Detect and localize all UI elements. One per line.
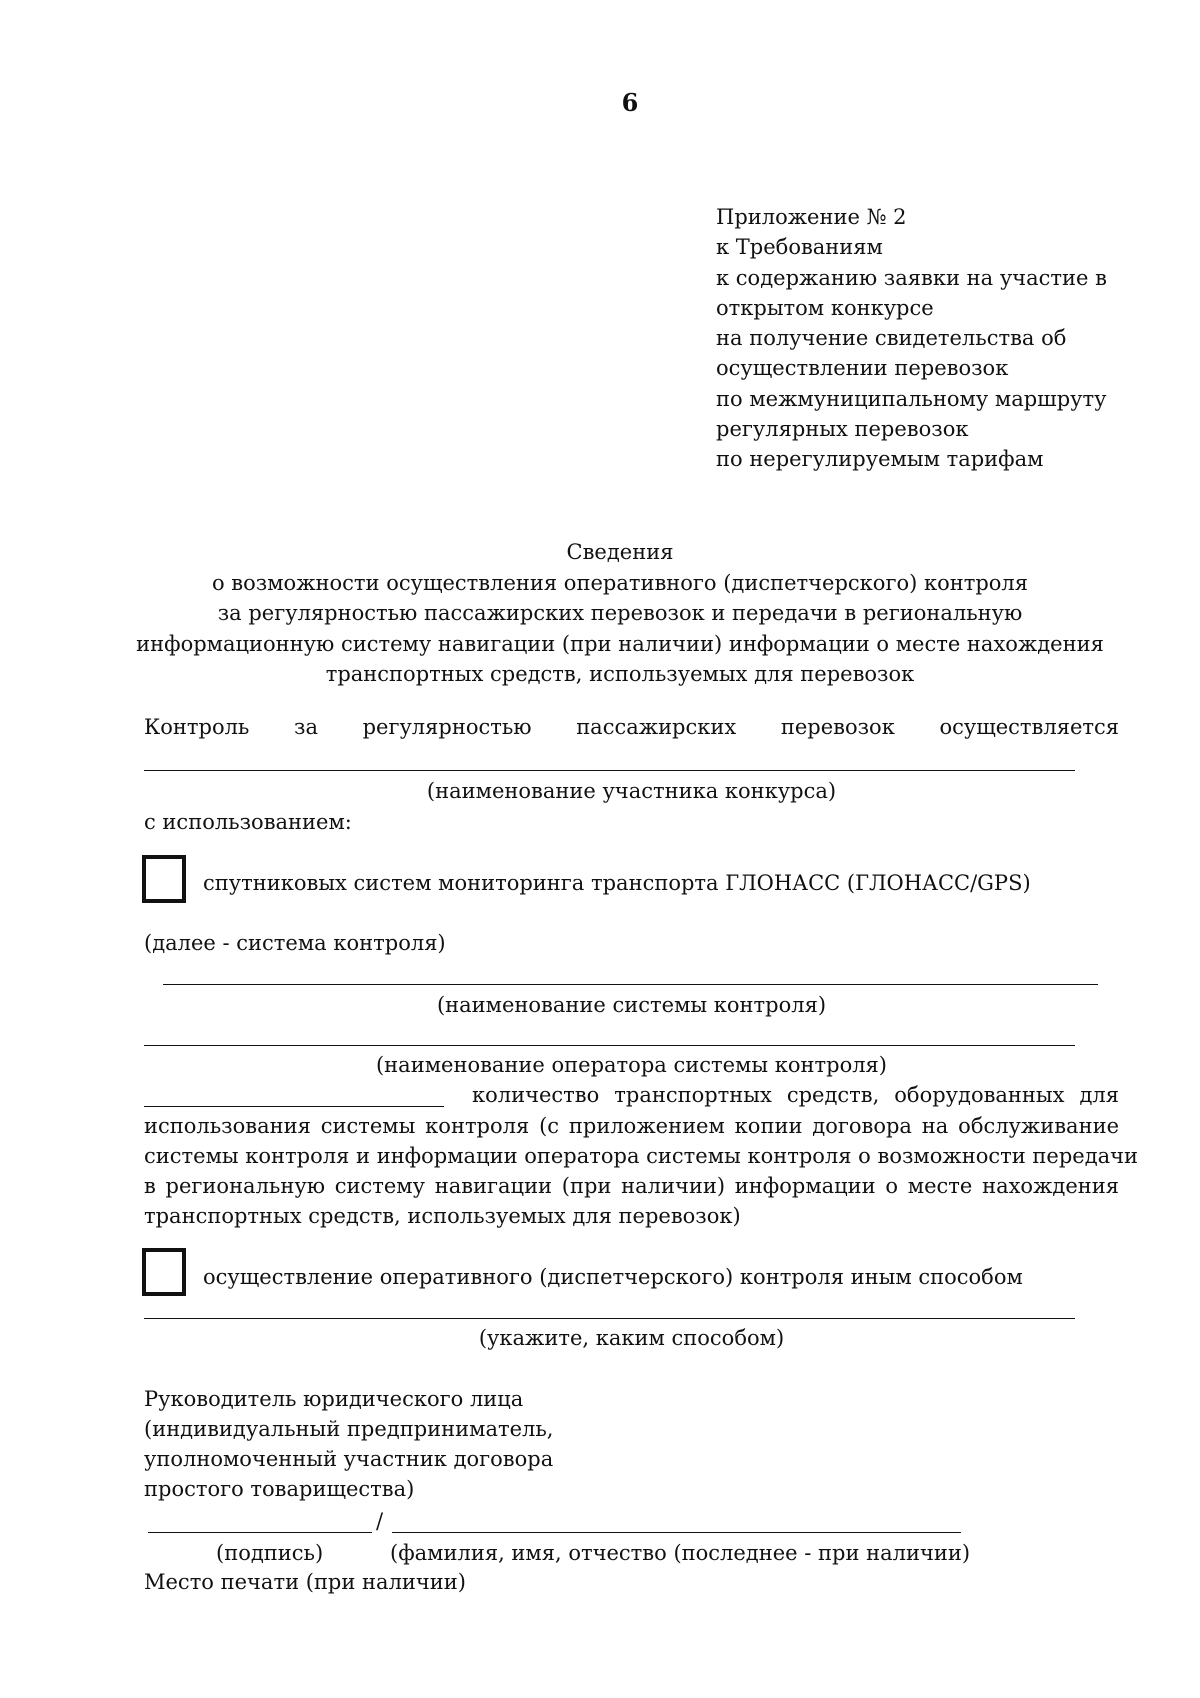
vehicle-count-field[interactable] [144,1106,444,1107]
vehicles-first-line: количество транспортных средств, оборудованных для [472,1083,1119,1107]
stamp-place: Место печати (при наличии) [144,1570,466,1594]
appendix-line: на получение свидетельства об [716,326,1067,351]
vehicles-paragraph [144,1111,1139,1231]
method-caption: (укажите, каким способом) [478,1326,785,1350]
system-name-field[interactable] [163,984,1098,985]
paragraph-line: в региональную систему навигации (при наличии) информации о месте нахождения [144,1174,1119,1198]
other-method-label: осуществление оперативного (диспетчерского) контроля иным способом [203,1265,1023,1289]
glonass-checkbox[interactable] [142,855,186,903]
operator-name-field[interactable] [144,1045,1075,1046]
appendix-line: регулярных перевозок [716,417,969,442]
method-field[interactable] [144,1318,1075,1319]
control-word: регулярностью [362,715,532,739]
paragraph-line: транспортных средств, используемых для перевозок) [144,1204,741,1228]
head-line: уполномоченный участник договора [144,1447,554,1471]
title-line: о возможности осуществления оперативного (диспетчерского) контроля [211,570,1029,595]
title-line: информационную систему навигации (при наличии) информации о месте нахождения [136,631,1104,656]
participant-name-field[interactable] [144,770,1075,771]
control-word: Контроль [144,715,250,739]
appendix-line: по нерегулируемым тарифам [716,447,1044,472]
title-line: за регулярностью пассажирских перевозок и передачи в региональную [217,601,1023,625]
head-line: (индивидуальный предприниматель, [144,1417,554,1441]
title-line: Сведения [566,540,674,564]
appendix-line: к содержанию заявки на участие в [716,265,1107,290]
document-title [120,537,1120,690]
system-note: (далее - система контроля) [144,931,446,955]
using-label: с использованием: [144,810,352,834]
control-word: пассажирских [576,715,737,739]
control-word: перевозок [780,715,895,739]
full-name-caption: (фамилия, имя, отчество (последнее - при наличии) [390,1541,971,1565]
signature-caption: (подпись) [216,1541,324,1565]
system-name-caption: (наименование системы контроля) [436,993,827,1017]
other-method-checkbox[interactable] [142,1248,186,1296]
operator-caption: (наименование оператора системы контроля) [375,1053,887,1077]
appendix-reference [716,202,1176,475]
signature-separator: / [376,1509,384,1533]
paragraph-line: системы контроля и информации оператора системы контроля о возможности передачи [144,1144,1139,1168]
signature-field[interactable] [148,1532,372,1533]
full-name-field[interactable] [392,1532,961,1533]
paragraph-line: использования системы контроля (с приложением копии договора на обслуживание [144,1114,1119,1138]
head-title [144,1384,553,1504]
participant-caption: (наименование участника конкурса) [426,779,837,803]
head-line: простого товарищества) [144,1477,415,1501]
appendix-line: открытом конкурсе [716,295,934,320]
title-line: транспортных средств, используемых для перевозок [325,662,915,686]
appendix-line: к Требованиям [716,235,883,260]
glonass-option-label: спутниковых систем мониторинга транспорта ГЛОНАСС (ГЛОНАСС/GPS) [203,871,1031,895]
page-number: 6 [621,88,639,117]
head-line: Руководитель юридического лица [144,1387,524,1411]
appendix-line: по межмуниципальному маршруту [716,386,1107,411]
control-statement [144,712,1119,742]
control-word: осуществляется [939,715,1119,739]
control-word: за [293,715,318,739]
appendix-line: Приложение № 2 [716,205,907,229]
appendix-line: осуществлении перевозок [716,356,1009,381]
